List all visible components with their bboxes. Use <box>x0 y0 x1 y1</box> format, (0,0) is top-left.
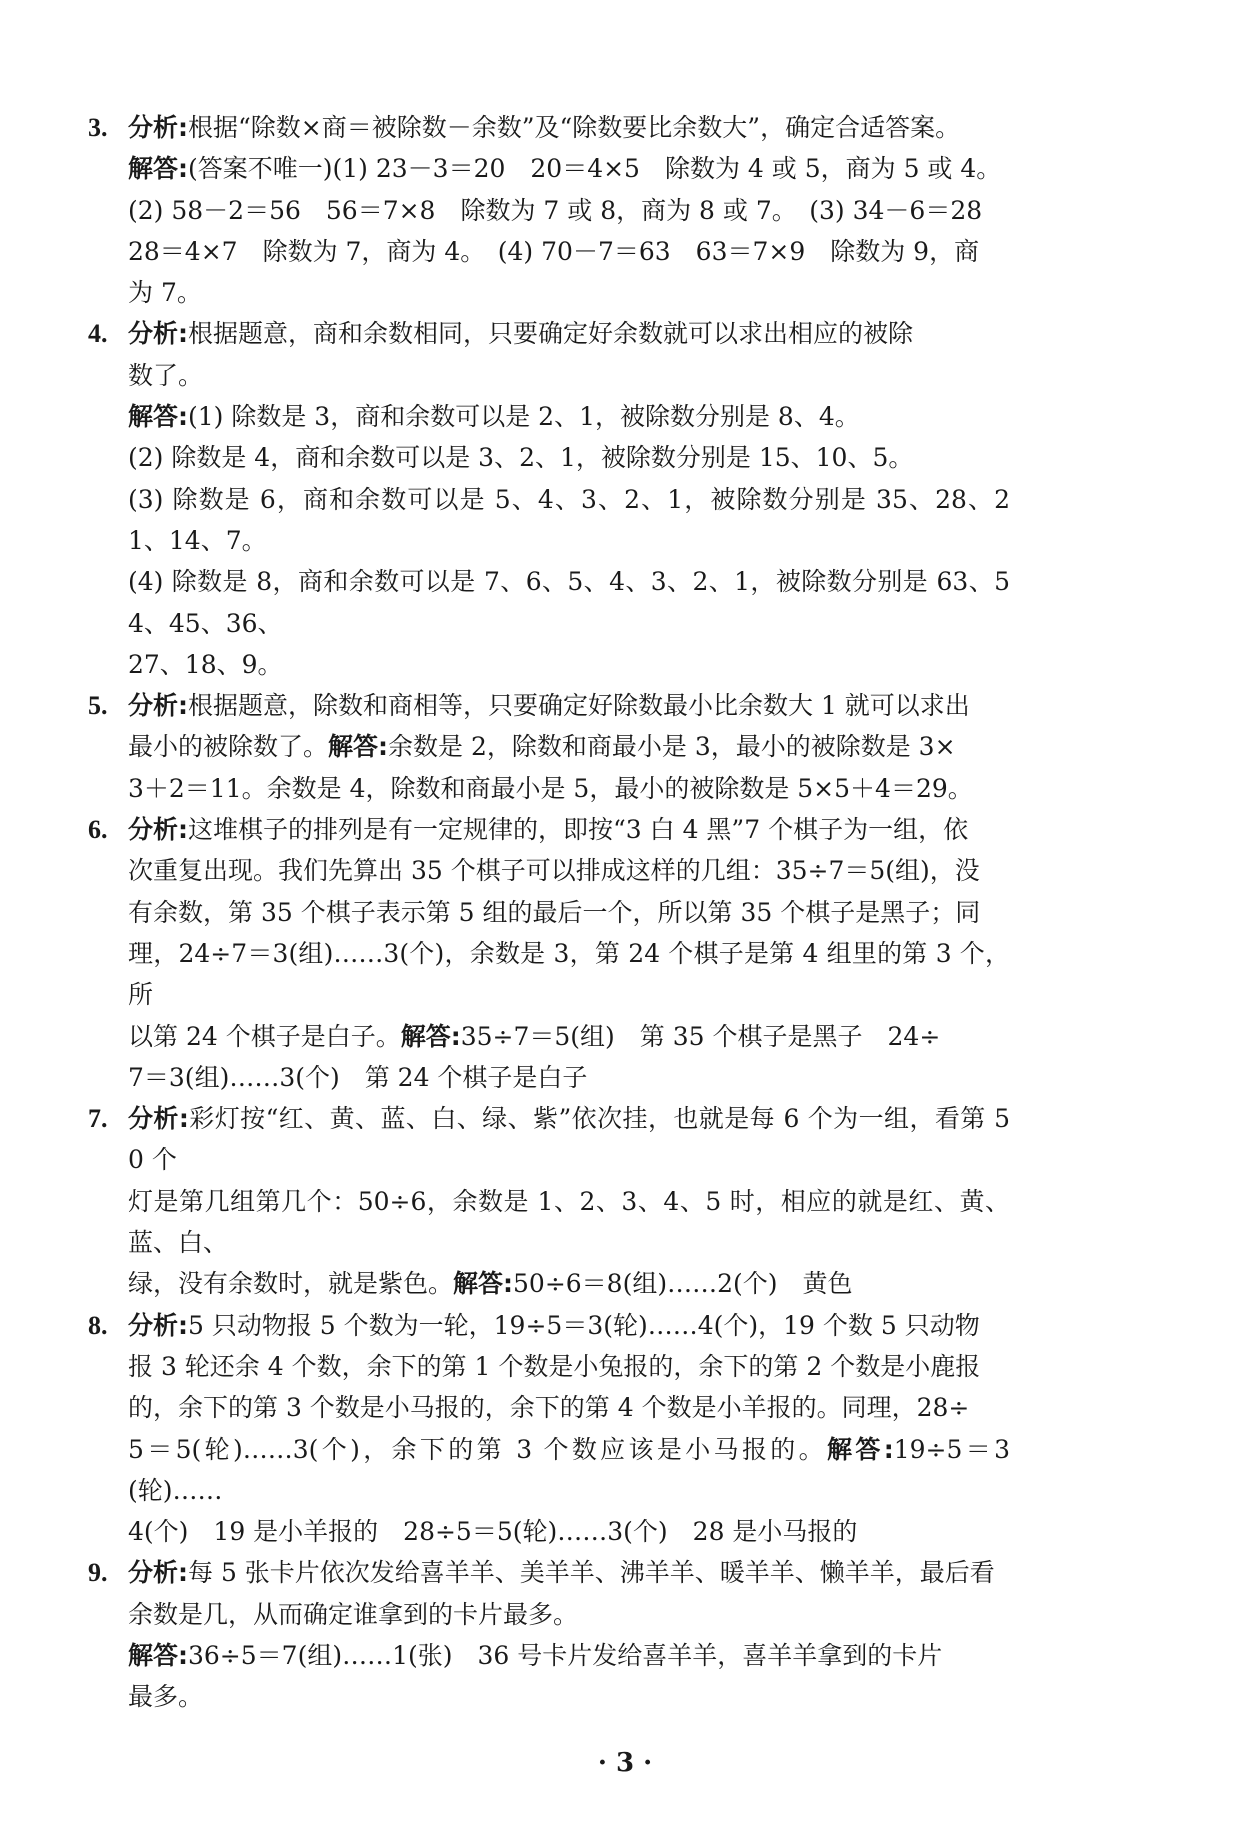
answer-item <box>88 313 1010 685</box>
text-line <box>128 1429 1010 1512</box>
text-segment: 7＝3(组)……3(个) 第 24 个棋子是白子 <box>128 1062 588 1092</box>
text-segment: 的，余下的第 3 个数是小马报的，余下的第 4 个数是小羊报的。同理，28÷ <box>128 1393 970 1423</box>
item-number: 9. <box>88 1558 108 1588</box>
text-segment: 这堆棋子的排列是有一定规律的，即按“3 白 4 黑”7 个棋子为一组，依 <box>188 815 969 845</box>
text-segment: (2) 58－2＝56 56＝7×8 除数为 7 或 8，商为 8 或 7。 (3) 34－6＝28 <box>128 195 983 225</box>
text-segment: 19÷5＝3(轮)…… <box>128 1434 1010 1505</box>
text-line <box>128 1057 1010 1098</box>
text-segment: (1) 除数是 3，商和余数可以是 2、1，被除数分别是 8、4。 <box>188 402 860 432</box>
text-segment: 有余数，第 35 个棋子表示第 5 组的最后一个，所以第 35 个棋子是黑子；同 <box>128 897 981 927</box>
text-line <box>128 1511 1010 1552</box>
text-line <box>128 1594 1010 1635</box>
text-segment: 数了。 <box>128 360 204 390</box>
section-label: 分析: <box>128 113 188 142</box>
answer-item <box>88 1305 1010 1553</box>
text-segment: 28＝4×7 除数为 7，商为 4。 (4) 70－7＝63 63＝7×9 除数为 9，商 <box>128 236 980 266</box>
text-segment: 最小的被除数了。 <box>128 732 329 762</box>
text-segment: (4) 除数是 8，商和余数可以是 7、6、5、4、3、2、1，被除数分别是 63、54、45、36、 <box>128 567 1010 638</box>
answer-item <box>88 809 1010 1098</box>
text-line <box>128 892 1010 933</box>
text-line <box>128 1263 1010 1304</box>
section-label: 分析: <box>128 691 188 721</box>
section-label: 解答: <box>128 154 188 184</box>
text-line <box>128 644 1010 685</box>
text-segment: 最多。 <box>128 1682 204 1712</box>
section-label: 解答: <box>128 402 188 432</box>
text-segment: 理，24÷7＝3(组)……3(个)，余数是 3，第 24 个棋子是第 4 组里的第 3 个，所 <box>128 938 1010 1010</box>
text-line <box>128 479 1010 562</box>
text-line <box>128 685 1010 726</box>
text-segment: 根据“除数×商＝被除数－余数”及“除数要比余数大”，确定合适答案。 <box>188 113 961 142</box>
text-line <box>128 107 1010 148</box>
answer-content <box>88 107 1010 1718</box>
item-number: 3. <box>88 113 108 142</box>
text-segment: 27、18、9。 <box>128 649 283 679</box>
section-label: 解答: <box>453 1269 514 1299</box>
item-number: 7. <box>88 1104 108 1134</box>
text-line <box>128 272 1010 313</box>
text-segment: 4(个) 19 是小羊报的 28÷5＝5(轮)……3(个) 28 是小马报的 <box>128 1517 858 1547</box>
text-segment: 次重复出现。我们先算出 35 个棋子可以排成这样的几组：35÷7＝5(组)，没 <box>128 856 980 886</box>
text-line <box>128 1098 1010 1181</box>
text-segment: 根据题意，商和余数相同，只要确定好余数就可以求出相应的被除 <box>188 319 914 349</box>
text-segment: 36÷5＝7(组)……1(张) 36 号卡片发给喜羊羊，喜羊羊拿到的卡片 <box>188 1640 943 1670</box>
text-line <box>128 437 1010 478</box>
text-line <box>128 1305 1010 1346</box>
text-segment: 为 7。 <box>128 278 202 308</box>
text-segment: 3＋2＝11。余数是 4，除数和商最小是 5，最小的被除数是 5×5＋4＝29。 <box>128 773 973 803</box>
text-segment: 彩灯按“红、黄、蓝、白、绿、紫”依次挂，也就是每 6 个为一组，看第 50 个 <box>128 1104 1011 1175</box>
text-segment: 余数是 2，除数和商最小是 3，最小的被除数是 3× <box>388 732 956 762</box>
text-segment: 绿，没有余数时，就是紫色。 <box>128 1269 454 1299</box>
text-segment: 5 只动物报 5 个数为一轮，19÷5＝3(轮)……4(个)，19 个数 5 只动物 <box>188 1310 980 1340</box>
section-label: 解答: <box>128 1640 188 1670</box>
item-number: 4. <box>88 319 108 349</box>
answer-item <box>88 107 1010 313</box>
text-line <box>128 355 1010 396</box>
section-label: 分析: <box>128 1558 188 1588</box>
page-number: · 3 · <box>597 1747 653 1778</box>
text-line <box>128 148 1010 189</box>
item-number: 5. <box>88 691 108 721</box>
text-line <box>128 1676 1010 1717</box>
text-segment: 每 5 张卡片依次发给喜羊羊、美羊羊、沸羊羊、暖羊羊、懒羊羊，最后看 <box>188 1558 995 1588</box>
text-segment: 50÷6＝8(组)……2(个) 黄色 <box>513 1269 853 1299</box>
text-segment: (2) 除数是 4，商和余数可以是 3、2、1，被除数分别是 15、10、5。 <box>128 443 914 473</box>
text-segment: (答案不唯一)(1) 23－3＝20 20＝4×5 除数为 4 或 5，商为 5 或 4。 <box>188 154 1002 184</box>
text-line <box>128 768 1010 809</box>
text-line <box>128 1635 1010 1676</box>
text-segment: 35÷7＝5(组) 第 35 个棋子是黑子 24÷ <box>460 1021 941 1051</box>
text-line <box>128 1181 1010 1264</box>
text-segment: 5＝5(轮)……3(个)，余下的第 3 个数应该是小马报的。 <box>128 1434 827 1464</box>
text-segment: (3) 除数是 6，商和余数可以是 5、4、3、2、1，被除数分别是 35、28、21、14、7。 <box>128 484 1010 555</box>
section-label: 分析: <box>128 319 188 349</box>
answer-item <box>88 1098 1010 1304</box>
text-line <box>128 850 1010 891</box>
item-number: 8. <box>88 1310 108 1340</box>
text-segment: 根据题意，除数和商相等，只要确定好除数最小比余数大 1 就可以求出 <box>188 691 970 721</box>
text-line <box>128 809 1010 850</box>
text-line <box>128 231 1010 272</box>
text-line <box>128 1387 1010 1428</box>
text-segment: 余数是几，从而确定谁拿到的卡片最多。 <box>128 1599 579 1629</box>
text-line <box>128 726 1010 767</box>
answer-item <box>88 685 1010 809</box>
text-line <box>128 190 1010 231</box>
answer-item <box>88 1552 1010 1717</box>
text-line <box>128 1552 1010 1593</box>
text-line <box>128 313 1010 354</box>
item-number: 6. <box>88 815 108 845</box>
text-segment: 报 3 轮还余 4 个数，余下的第 1 个数是小兔报的，余下的第 2 个数是小鹿报 <box>128 1351 981 1381</box>
section-label: 分析: <box>128 1104 189 1134</box>
section-label: 分析: <box>128 815 188 845</box>
section-label: 解答: <box>827 1434 894 1464</box>
text-line <box>128 933 1010 1016</box>
section-label: 解答: <box>400 1021 461 1051</box>
section-label: 分析: <box>128 1310 188 1340</box>
text-line <box>128 1016 1010 1057</box>
text-line <box>128 396 1010 437</box>
text-segment: 以第 24 个棋子是白子。 <box>128 1021 401 1051</box>
text-line <box>128 1346 1010 1387</box>
text-segment: 灯是第几组第几个：50÷6，余数是 1、2、3、4、5 时，相应的就是红、黄、蓝、白、 <box>128 1186 1010 1258</box>
section-label: 解答: <box>328 732 389 762</box>
text-line <box>128 561 1010 644</box>
